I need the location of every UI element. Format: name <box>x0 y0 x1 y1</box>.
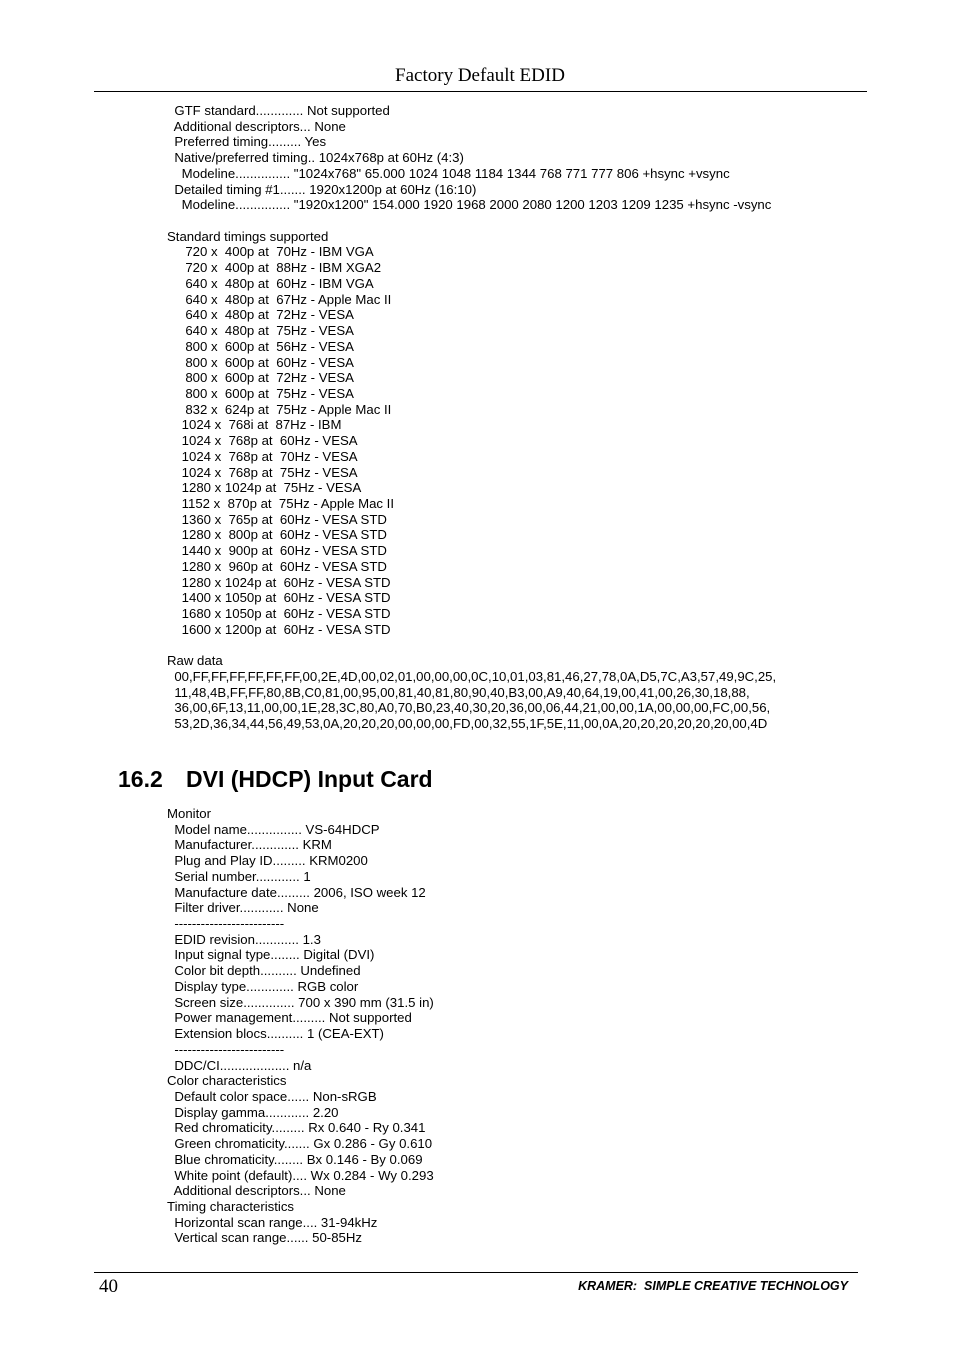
report-line: 800 x 600p at 75Hz - VESA <box>167 385 354 401</box>
report-line: ------------------------- <box>167 916 285 932</box>
report-line <box>167 213 776 229</box>
report-line: 800 x 600p at 72Hz - VESA <box>167 370 354 386</box>
report-line: Red chromaticity......... Rx 0.640 - Ry 0.341 <box>167 1120 426 1136</box>
report-line: 00,FF,FF,FF,FF,FF,FF,00,2E,4D,00,02,01,00,00,00,0C,10,01,03,81,46,27,78,0A,D5,7C,A3,57,49,9C,25, <box>167 668 777 684</box>
report-line: 1152 x 870p at 75Hz - Apple Mac II <box>167 495 394 511</box>
report-line: Default color space...... Non-sRGB <box>167 1088 377 1104</box>
report-line: Modeline............... "1920x1200" 154.000 1920 1968 2000 2080 1200 1203 1209 1235 +hsync -vsync <box>167 197 772 213</box>
report-line: Green chromaticity....... Gx 0.286 - Gy 0.610 <box>167 1136 433 1152</box>
edid-report-continued <box>167 103 776 732</box>
report-line <box>167 637 776 653</box>
footer-rule <box>94 1272 858 1273</box>
report-line: 720 x 400p at 70Hz - IBM VGA <box>167 244 374 260</box>
report-line: Serial number............ 1 <box>167 868 311 884</box>
section-number: 16.2 <box>118 766 163 792</box>
report-line: 640 x 480p at 60Hz - IBM VGA <box>167 275 374 291</box>
report-line: ------------------------- <box>167 1041 285 1057</box>
report-line: 800 x 600p at 56Hz - VESA <box>167 338 354 354</box>
report-line: Input signal type........ Digital (DVI) <box>167 947 375 963</box>
report-line: Preferred timing......... Yes <box>167 134 327 150</box>
report-line: Native/preferred timing.. 1024x768p at 60Hz (4:3) <box>167 150 464 166</box>
page-number: 40 <box>99 1276 118 1297</box>
report-line: Display gamma............ 2.20 <box>167 1104 339 1120</box>
report-line: 1440 x 900p at 60Hz - VESA STD <box>167 543 387 559</box>
report-line: 1400 x 1050p at 60Hz - VESA STD <box>167 590 391 606</box>
report-line: Display type............. RGB color <box>167 978 359 994</box>
report-line: Manufacturer............. KRM <box>167 837 332 853</box>
report-line: Timing characteristics <box>167 1198 295 1214</box>
report-line: Additional descriptors... None <box>167 118 346 134</box>
report-line: Detailed timing #1....... 1920x1200p at 60Hz (16:10) <box>167 181 477 197</box>
report-line: 1600 x 1200p at 60Hz - VESA STD <box>167 621 391 637</box>
report-line: Additional descriptors... None <box>167 1183 346 1199</box>
report-line: 720 x 400p at 88Hz - IBM XGA2 <box>167 260 382 276</box>
report-line: Horizontal scan range.... 31-94kHz <box>167 1214 378 1230</box>
report-line: 1024 x 768p at 60Hz - VESA <box>167 433 358 449</box>
running-header: Factory Default EDID <box>395 65 565 86</box>
report-line: 640 x 480p at 75Hz - VESA <box>167 323 354 339</box>
report-line: EDID revision............ 1.3 <box>167 931 321 947</box>
report-line: 800 x 600p at 60Hz - VESA <box>167 354 354 370</box>
report-line: Power management......... Not supported <box>167 1010 412 1026</box>
report-line: 1024 x 768p at 70Hz - VESA <box>167 448 358 464</box>
report-line: 1280 x 1024p at 75Hz - VESA <box>167 480 362 496</box>
report-line: Filter driver............ None <box>167 900 319 916</box>
report-line: 1024 x 768p at 75Hz - VESA <box>167 464 358 480</box>
section-title: DVI (HDCP) Input Card <box>186 766 433 792</box>
section-heading <box>118 764 433 794</box>
report-line: Modeline............... "1024x768" 65.000 1024 1048 1184 1344 768 771 777 806 +hsync +vsync <box>167 165 730 181</box>
report-line: Extension blocs.......... 1 (CEA-EXT) <box>167 1026 384 1042</box>
report-line: Raw data <box>167 653 223 669</box>
report-line: 36,00,6F,13,11,00,00,1E,28,3C,80,A0,70,B0,23,40,30,20,36,00,06,44,21,00,00,1A,00,00,00,FC,00,56, <box>167 700 771 716</box>
report-line: White point (default).... Wx 0.284 - Wy 0.293 <box>167 1167 434 1183</box>
report-line: DDC/CI................... n/a <box>167 1057 312 1073</box>
report-line: 1024 x 768i at 87Hz - IBM <box>167 417 342 433</box>
report-line: GTF standard............. Not supported <box>167 103 390 118</box>
report-line: 1680 x 1050p at 60Hz - VESA STD <box>167 606 391 621</box>
report-line: 640 x 480p at 67Hz - Apple Mac II <box>167 291 392 307</box>
report-line: Color bit depth.......... Undefined <box>167 963 361 979</box>
report-line: Model name............... VS-64HDCP <box>167 821 380 837</box>
report-line: Plug and Play ID......... KRM0200 <box>167 853 368 869</box>
report-line: Standard timings supported <box>167 228 329 244</box>
report-line: 1280 x 800p at 60Hz - VESA STD <box>167 527 387 543</box>
header-rule <box>94 91 867 92</box>
report-line: 832 x 624p at 75Hz - Apple Mac II <box>167 401 392 417</box>
report-line: 640 x 480p at 72Hz - VESA <box>167 307 354 323</box>
report-line: Vertical scan range...... 50-85Hz <box>167 1230 362 1246</box>
edid-report-dvi-hdcp <box>167 806 434 1246</box>
report-line: Screen size.............. 700 x 390 mm (31.5 in) <box>167 994 434 1010</box>
report-line: 1280 x 1024p at 60Hz - VESA STD <box>167 574 391 590</box>
report-line: 1360 x 765p at 60Hz - VESA STD <box>167 511 387 527</box>
report-line: 53,2D,36,34,44,56,49,53,0A,20,20,20,00,00,00,FD,00,32,55,1F,5E,11,00,0A,20,20,20,20,20,20,00,4D <box>167 716 768 732</box>
report-line: Blue chromaticity........ Bx 0.146 - By 0.069 <box>167 1151 423 1167</box>
footer-tagline: KRAMER: SIMPLE CREATIVE TECHNOLOGY <box>578 1279 848 1293</box>
report-line: Monitor <box>167 806 211 821</box>
report-line: 11,48,4B,FF,FF,80,8B,C0,81,00,95,00,81,40,81,80,90,40,B3,00,A9,40,64,19,00,41,00,26,30,18,88, <box>167 684 750 700</box>
report-line: Manufacture date......... 2006, ISO week 12 <box>167 884 426 900</box>
report-line: 1280 x 960p at 60Hz - VESA STD <box>167 558 387 574</box>
report-line: Color characteristics <box>167 1073 287 1089</box>
